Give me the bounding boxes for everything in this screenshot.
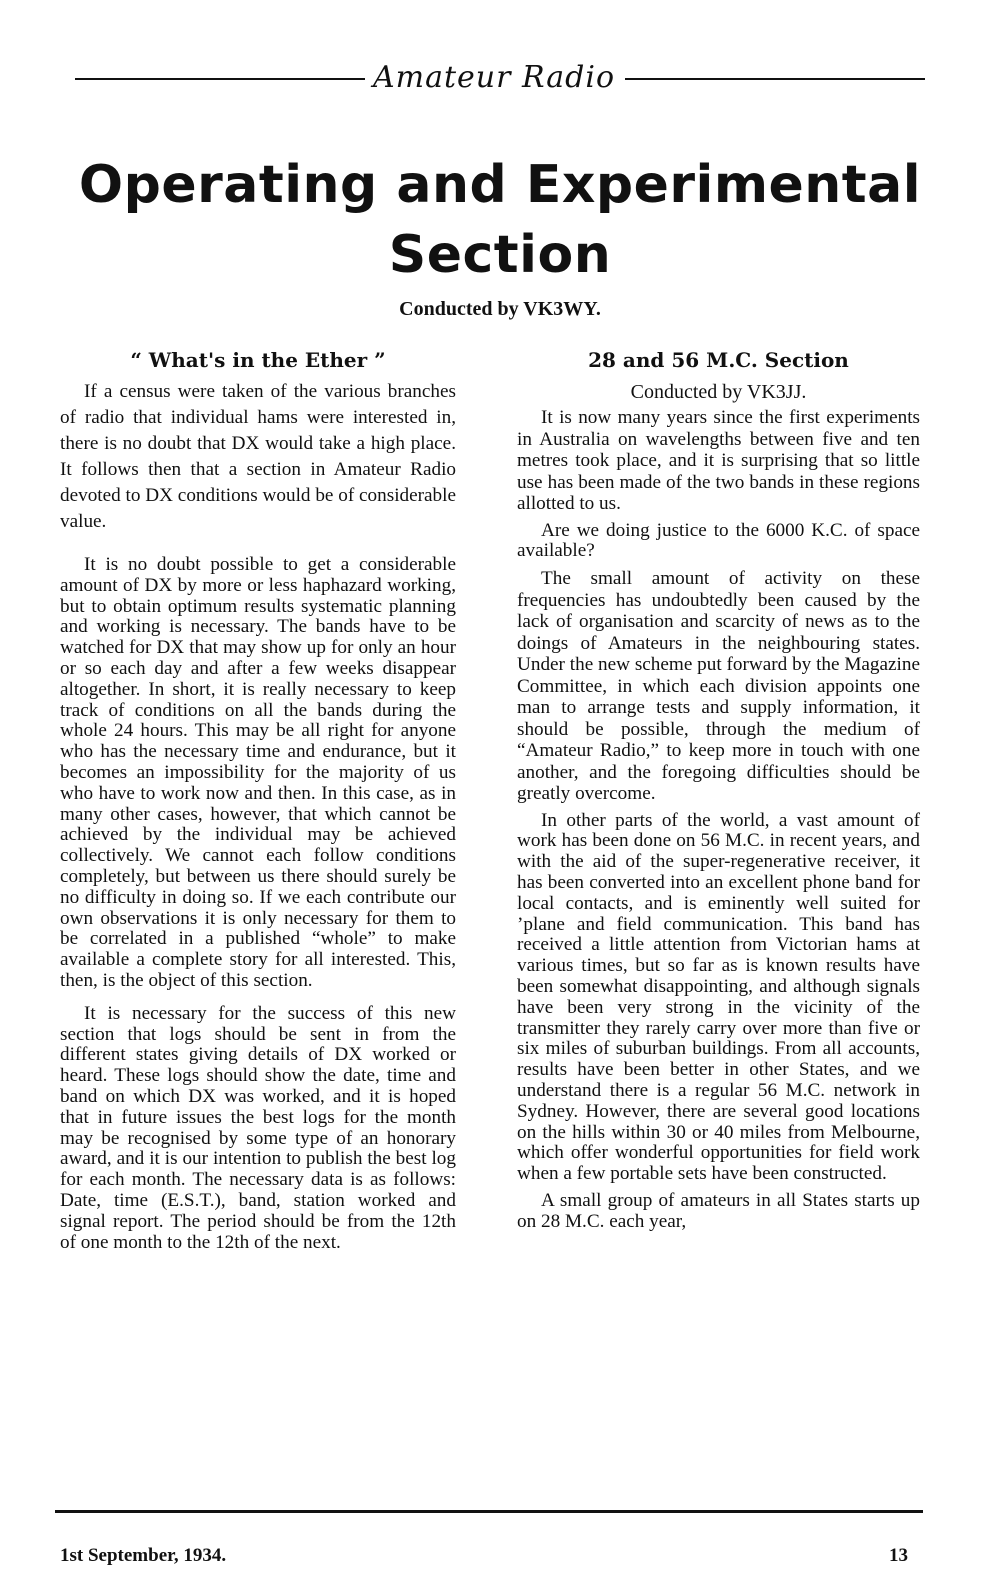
right-paragraph: Are we doing justice to the 6000 K.C. of space available? [517, 519, 920, 562]
left-column [60, 345, 456, 1265]
right-paragraph: In other parts of the world, a vast amount of work has been done on 56 M.C. in recent years, and with the aid of the super-regenerative receiver, it has been converted into an excellent phone band for local contacts, and is eminently well suited for ’plane and field communication. This band has received a little attention from Victorian hams at various times, but so far as is known results have been somewhat disappointing, and although signals have been very strong in the vicinity of the transmitter they rarely carry over more than five or six miles of suburban buildings. From all accounts, results have been better in other States, and we understand there is a regular 56 M.C. network in Sydney. However, there are several good locations on the hills within 30 or 40 miles from Melbourne, which offer wonderful opportunities for field work when a few portable sets have been constructed. [517, 809, 920, 1185]
masthead [75, 58, 925, 98]
right-column [517, 345, 920, 1239]
right-column-conducted-by: Conducted by VK3JJ. [630, 381, 807, 403]
article-conducted-by: Conducted by VK3WY. [399, 298, 601, 320]
page-number: 13 [889, 1545, 908, 1566]
right-paragraph: The small amount of activity on these frequencies has undoubtedly been caused by the lack of organisation and scarcity of news as to the doings of Amateurs in the neighbouring states. Under the new scheme put forward by the Magazine Committee, in which each division appoints one man to arrange tests and supply information, it should be possible, through the medium of “Amateur Radio,” to keep more in touch with one another, and the foregoing difficulties should be greatly overcome. [517, 568, 920, 805]
masthead-title: Amateur Radio [372, 60, 616, 95]
footer-rule [55, 1510, 923, 1513]
left-paragraph: It is necessary for the success of this new section that logs should be sent in from the different states giving details of DX worked or heard. These logs should show the date, time and band on which DX was worked, and it is hoped that in future issues the best logs for the month may be recognised by some type of an honorary award, and it is our intention to publish the best log for each month. The necessary data is as follows: Date, time (E.S.T.), band, station worked and signal report. The period should be from the 12th of one month to the 12th of the next. [60, 1002, 456, 1253]
right-paragraph: It is now many years since the first experiments in Australia on wavelengths between five and ten metres took place, and it is surprising that so little use has been made of the two bands in these regions allotted to us. [517, 407, 920, 514]
masthead-rule-right [625, 78, 925, 80]
article-title: Operating and Experimental Section [78, 155, 922, 285]
left-paragraph: If a census were taken of the various branches of radio that individual hams were interested in, there is no doubt that DX would take a high place. It follows then that a section in Amateur Radio devoted to DX conditions would be of considerable value. [60, 381, 456, 532]
left-column-heading: “ What's in the Ether ” [130, 348, 386, 372]
masthead-rule-left [75, 78, 365, 80]
left-paragraph: It is no doubt possible to get a considerable amount of DX by more or less haphazard working, but to obtain optimum results systematic planning and working is necessary. The bands have to be watched for DX that may show up for only an hour or so each day and after a few weeks disappear altogether. In short, it is really necessary to keep track of conditions on all the bands during the whole 24 hours. This may be all right for anyone who has the necessary time and endurance, but it becomes an impossibility for the majority of us who have to work now and then. In this case, as in many other cases, however, that which cannot be achieved by the individual may be achieved collectively. We cannot each follow conditions completely, but between us there should surely be no difficulty in doing so. If we each contribute our own observations it is only necessary for them to be correlated in a published “whole” to make available a complete story for all interested. This, then, is the object of this section. [60, 554, 456, 991]
right-column-heading: 28 and 56 M.C. Section [588, 348, 849, 372]
right-paragraph: A small group of amateurs in all States starts up on 28 M.C. each year, [517, 1189, 920, 1232]
footer-date: 1st September, 1934. [60, 1545, 227, 1566]
